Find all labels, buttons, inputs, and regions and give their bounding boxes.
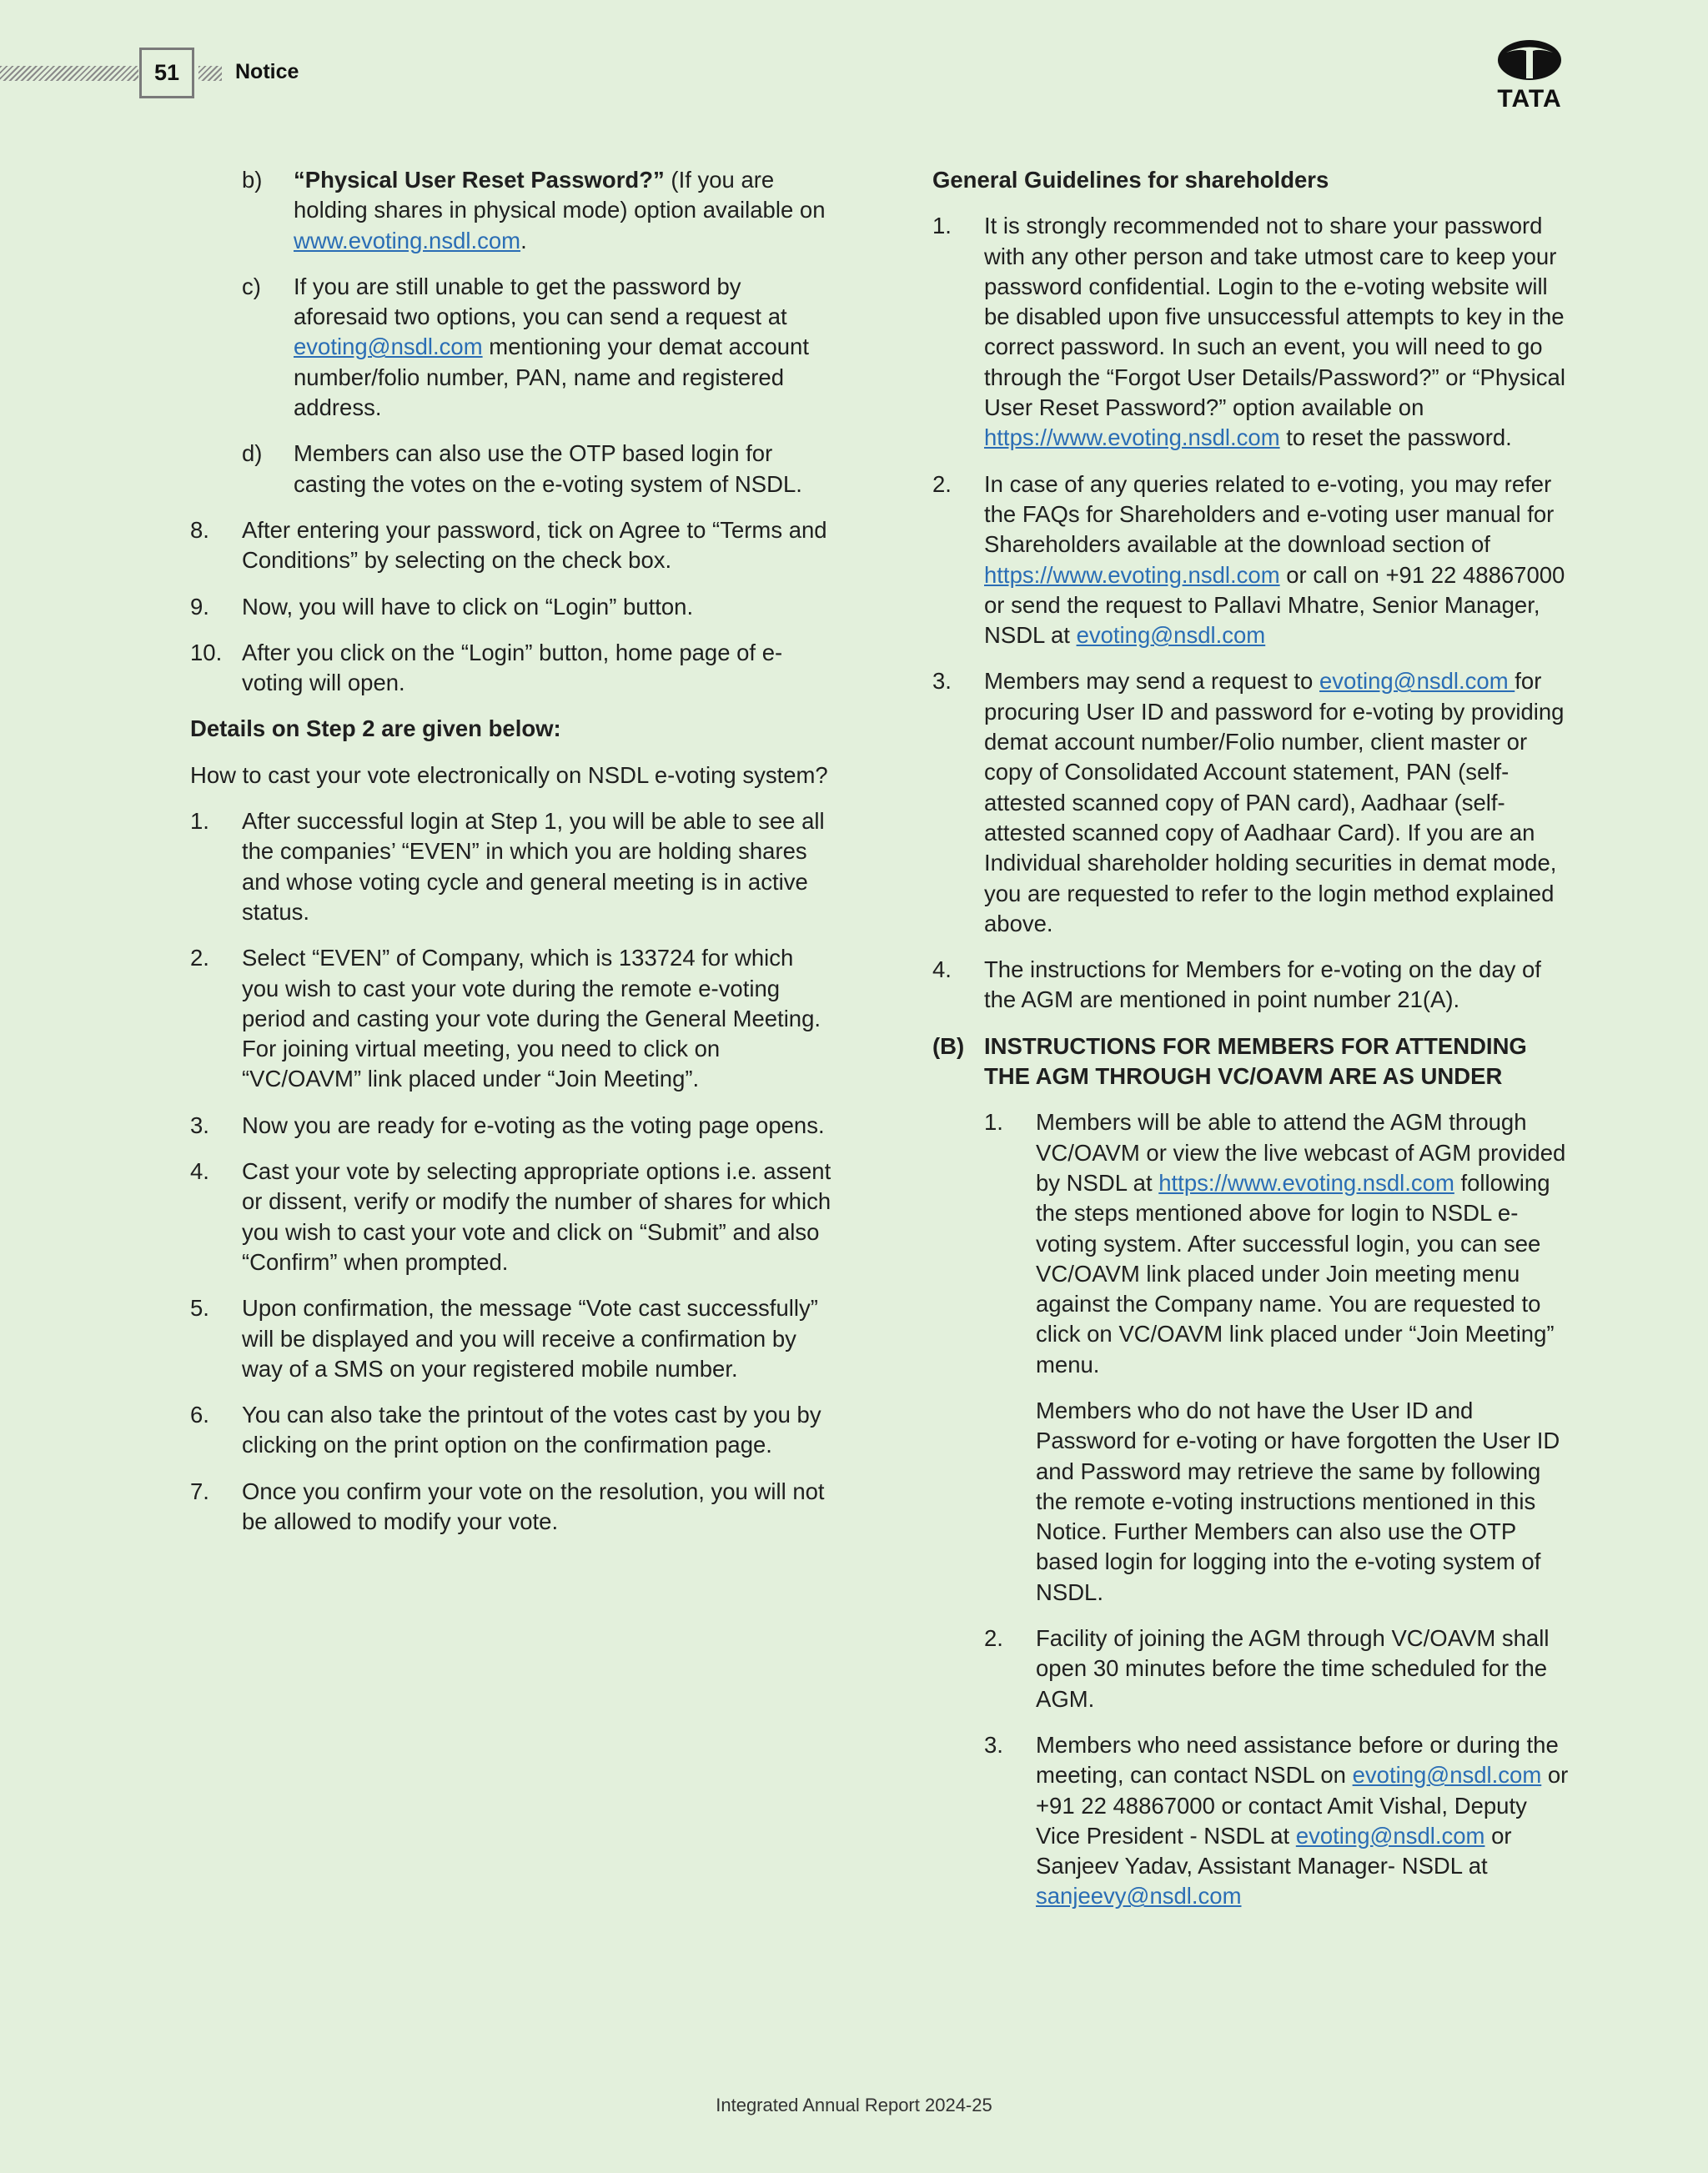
guideline-item-4: 4. The instructions for Members for e-voting on the day of the AGM are mentioned in point number 21(A). <box>932 956 1541 1013</box>
list-item-9: 9. Now, you will have to click on “Login” button. <box>190 592 832 622</box>
email-link[interactable]: evoting@nsdl.com <box>294 334 483 360</box>
logo-text: TATA <box>1497 85 1562 113</box>
section-marker: (B) <box>932 1032 965 1059</box>
list-marker: 1. <box>984 1109 1003 1136</box>
list-item-b: b) “Physical User Reset Password?” (If you are holding shares in physical mode) option available on www.evoting.nsdl.com. <box>242 167 826 253</box>
list-marker: 4. <box>190 1158 209 1185</box>
guideline-item-3: 3. Members may send a request to evoting@nsdl.com for procuring User ID and password for e-voting by providing demat account number/Folio number, client master or copy of Consolidated Account statement, PAN (self-attested scanned copy of PAN card), Aadhaar (self-attested scanned copy of Aadhaar Card). If you are an Individual shareholder holding securities in demat mode, you are requested to refer to the login method explained above. <box>932 668 1565 936</box>
section-b-heading: (B) INSTRUCTIONS FOR MEMBERS FOR ATTENDING THE AGM THROUGH VC/OAVM ARE AS UNDER <box>932 1032 1527 1090</box>
left-column <box>190 165 832 1553</box>
guidelines-heading: General Guidelines for shareholders <box>932 167 1329 193</box>
list-marker: 3. <box>932 668 952 695</box>
email-link[interactable]: evoting@nsdl.com <box>1352 1762 1542 1789</box>
header-decoration-left <box>0 66 138 81</box>
right-column <box>932 165 1575 1928</box>
email-link[interactable]: evoting@nsdl.com <box>1076 622 1266 649</box>
list-marker: 2. <box>932 470 952 497</box>
list-marker: 5. <box>190 1295 209 1322</box>
list-marker: 7. <box>190 1478 209 1504</box>
list-marker: 9. <box>190 593 209 620</box>
list-marker: 4. <box>932 956 952 983</box>
step2-item-2: 2. Select “EVEN” of Company, which is 133724 for which you wish to cast your vote during the remote e-voting period and casting your vote during the General Meeting. For joining virtual meeting, you need to click on “VC/OAVM” link placed under “Join Meeting”. <box>190 945 821 1092</box>
list-item-d: d) Members can also use the OTP based login for casting the votes on the e-voting system of NSDL. <box>242 440 802 497</box>
section-title: Notice <box>235 60 299 83</box>
list-marker: 2. <box>190 945 209 971</box>
list-marker: 3. <box>190 1112 209 1138</box>
list-marker: d) <box>242 440 263 467</box>
tata-logo-icon <box>1489 38 1570 85</box>
list-marker: 3. <box>984 1731 1003 1758</box>
tata-logo <box>1489 38 1570 112</box>
list-item-c: c) If you are still unable to get the password by aforesaid two options, you can send a request at evoting@nsdl.com mentioning your demat account number/folio number, PAN, name and registered address. <box>242 273 809 421</box>
evoting-link[interactable]: https://www.evoting.nsdl.com <box>1158 1169 1454 1196</box>
step2-item-4: 4. Cast your vote by selecting appropriate options i.e. assent or dissent, verify or modify the number of shares for which you wish to cast your vote and click on “Submit” and also “Confirm” when prompted. <box>190 1158 831 1275</box>
list-marker: 1. <box>932 213 952 239</box>
step2-item-3: 3. Now you are ready for e-voting as the voting page opens. <box>190 1111 832 1141</box>
list-item-8: 8. After entering your password, tick on Agree to “Terms and Conditions” by selecting on the check box. <box>190 516 827 574</box>
footer-text: Integrated Annual Report 2024-25 <box>716 2095 992 2115</box>
list-marker: 2. <box>984 1625 1003 1652</box>
guideline-item-1: 1. It is strongly recommended not to share your password with any other person and take utmost care to keep your password confidential. Login to the e-voting website will be disabled upon five unsuccessful attempts to key in the correct password. In such an event, you will need to go through the “Forgot User Details/Password?” or “Physical User Reset Password?” option available on https://www.evoting.nsdl.com to reset the password. <box>932 213 1565 451</box>
evoting-link[interactable]: https://www.evoting.nsdl.com <box>984 424 1280 451</box>
step2-heading: Details on Step 2 are given below: <box>190 715 561 742</box>
evoting-link[interactable]: www.evoting.nsdl.com <box>294 227 521 253</box>
page-number: 51 <box>139 48 194 98</box>
list-marker: 6. <box>190 1402 209 1428</box>
vc-item-3: 3. Members who need assistance before or during the meeting, can contact NSDL on evoting@nsdl.com or +91 22 48867000 or contact Amit Vishal, Deputy Vice President - NSDL at evoting@nsdl.com or Sanjeev Yadav, Assistant Manager- NSDL at sanjeevy@nsdl.com <box>984 1731 1569 1910</box>
step2-item-1: 1. After successful login at Step 1, you will be able to see all the companies’ “EVEN” in which you are holding shares and whose voting cycle and general meeting is in active status. <box>190 808 825 925</box>
list-marker: 10. <box>190 639 223 665</box>
step2-item-5: 5. Upon confirmation, the message “Vote cast successfully” will be displayed and you will receive a confirmation by way of a SMS on your registered mobile number. <box>190 1295 818 1382</box>
step2-intro: How to cast your vote electronically on NSDL e-voting system? <box>190 761 828 788</box>
step2-item-6: 6. You can also take the printout of the votes cast by you by clicking on the print option on the confirmation page. <box>190 1402 821 1458</box>
email-link[interactable]: evoting@nsdl.com <box>1295 1822 1485 1849</box>
list-marker: c) <box>242 273 261 299</box>
guideline-item-2: 2. In case of any queries related to e-voting, you may refer the FAQs for Shareholders and e-voting user manual for Shareholders available at the download section of https://www.evoting.nsdl.com or call on +91 22 48867000 or send the request to Pallavi Mhatre, Senior Manager, NSDL at evoting@nsdl.com <box>932 470 1565 649</box>
vc-item-1: 1. Members will be able to attend the AGM through VC/OAVM or view the live webcast of AGM provided by NSDL at https://www.evoting.nsdl.com following the steps mentioned above for login to NSDL e-voting system. After successful login, you can see VC/OAVM link placed under Join meeting menu against the Company name. You are requested to click on VC/OAVM link placed under “Join Meeting” menu. <box>984 1109 1566 1378</box>
header-decoration-right <box>198 66 222 81</box>
step2-item-7: 7. Once you confirm your vote on the resolution, you will not be allowed to modify your vote. <box>190 1478 825 1534</box>
evoting-link[interactable]: https://www.evoting.nsdl.com <box>984 561 1280 588</box>
list-marker: b) <box>242 167 263 193</box>
list-item-10: 10. After you click on the “Login” button, home page of e-voting will open. <box>190 639 783 696</box>
email-link[interactable]: sanjeevy@nsdl.com <box>1036 1883 1242 1910</box>
vc-item-2: 2. Facility of joining the AGM through VC/OAVM shall open 30 minutes before the time scheduled for the AGM. <box>984 1625 1550 1712</box>
item-bold-text: “Physical User Reset Password?” <box>294 167 665 193</box>
list-marker: 8. <box>190 516 209 543</box>
vc-item-1-para: Members who do not have the User ID and Password for e-voting or have forgotten the User ID and Password may retrieve the same by following the remote e-voting instructions mentioned in this Notice. Further Members can also use the OTP based login for logging into the e-voting system of NSDL. <box>1036 1397 1560 1605</box>
list-marker: 1. <box>190 808 209 835</box>
email-link[interactable]: evoting@nsdl.com <box>1319 668 1515 695</box>
